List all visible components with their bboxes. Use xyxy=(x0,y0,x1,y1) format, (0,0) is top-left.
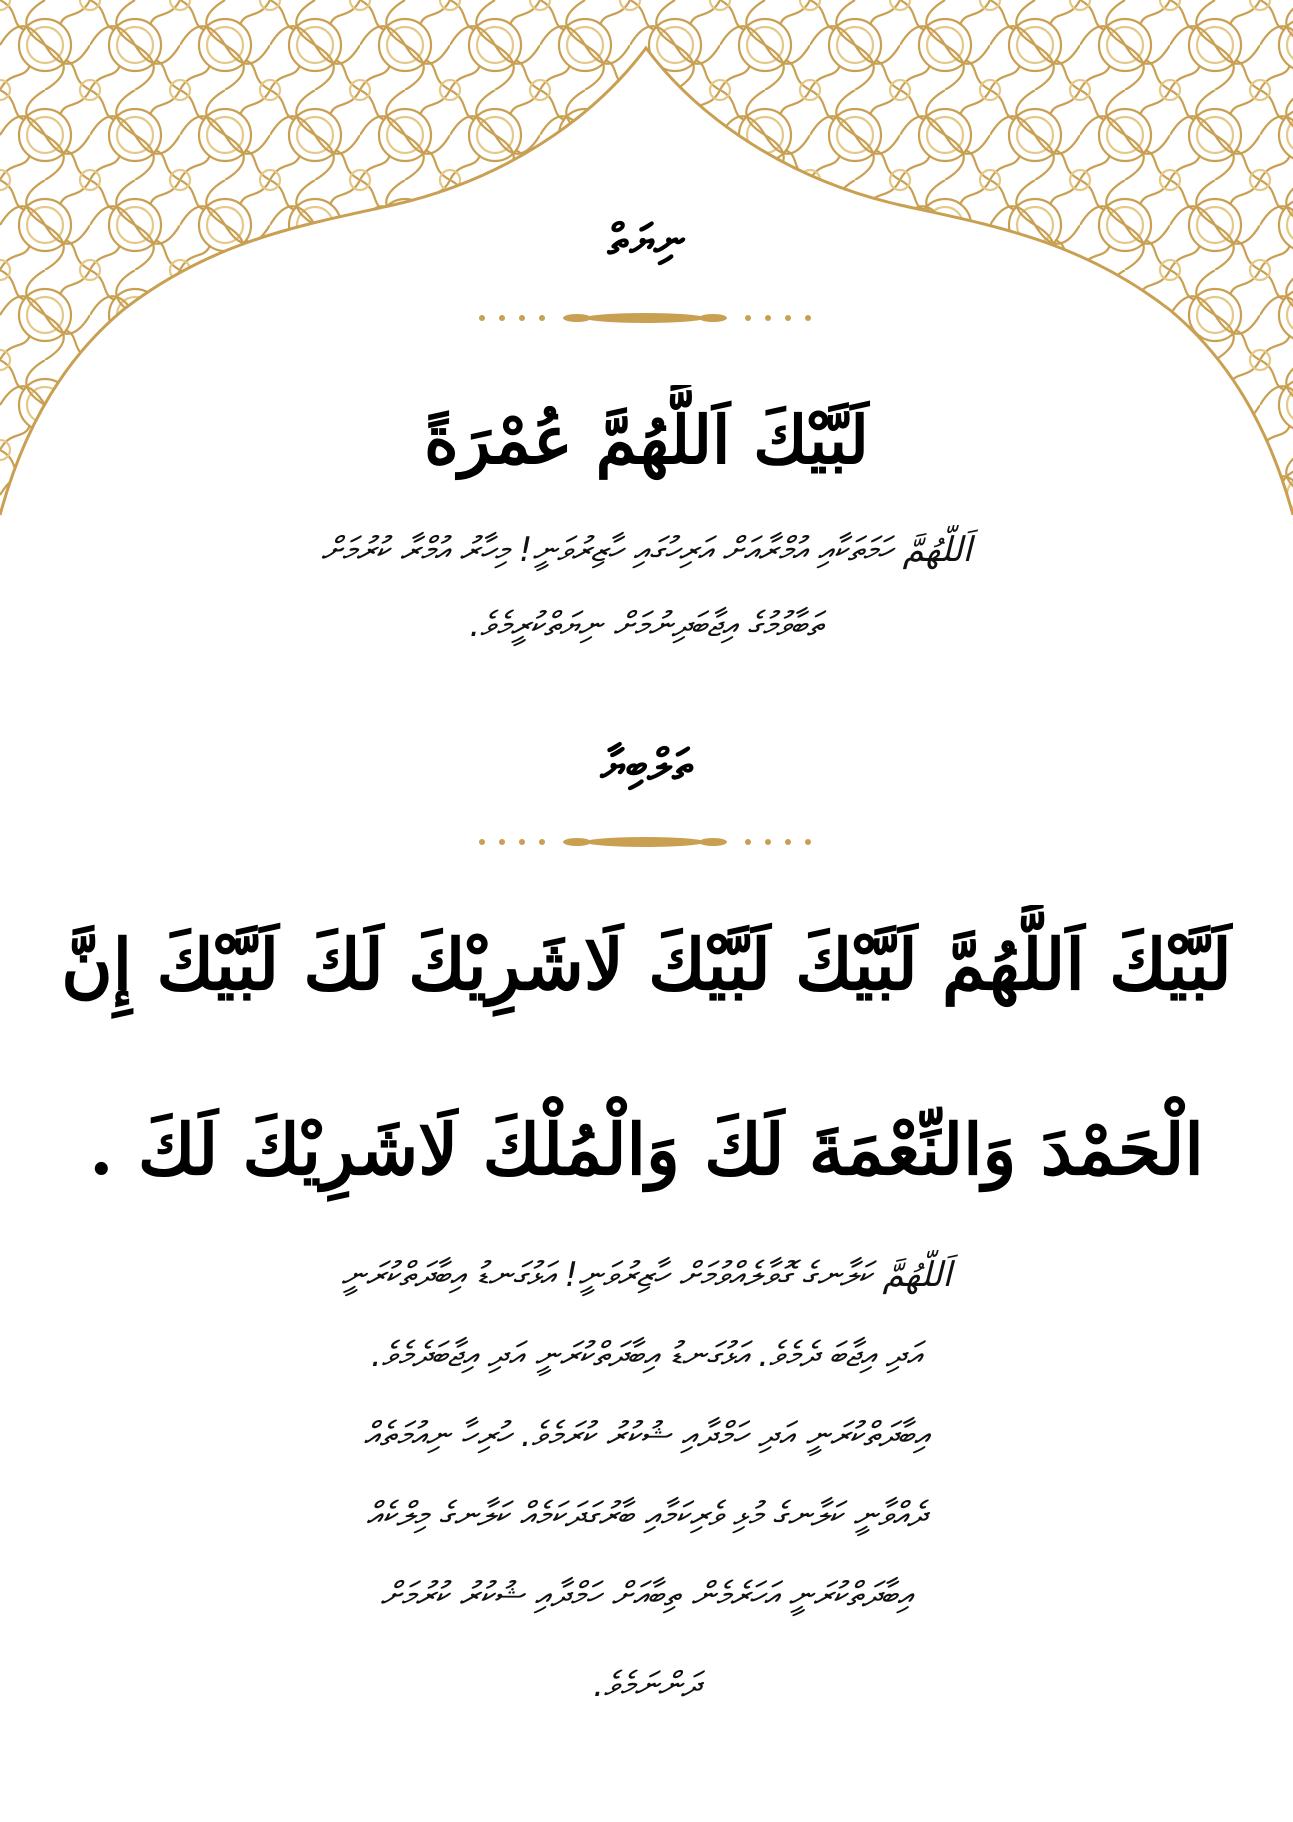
gold-divider xyxy=(362,832,928,852)
arabic-talbiya-line: الْحَمْدَ وَالنِّعْمَةَ لَكَ وَالْمُلْكَ لَاشَرِيْكَ لَكَ . xyxy=(89,1108,1204,1191)
translation-line: ދެއްވާނީ ކަލާނގެ މުޅި ވެރިކަމާއި ބާރުގަދަކަމެއް ކަލާނގެ މިލްކެއް xyxy=(366,1495,927,1535)
arabic-talbiya-line: لَبَّيْكَ اَللَّهُمَّ لَبَّيْكَ لَبَّيْكَ لَاشَرِيْكَ لَكَ لَبَّيْكَ إِنَّ xyxy=(61,923,1232,1006)
arabic-niyyat-text: لَبَّيْكَ اَللَّهُمَّ عُمْرَةً xyxy=(424,401,869,479)
section-title-niyyat: ނިޔަތް xyxy=(607,215,686,266)
translation-line: ދަންނަމެވެ. xyxy=(593,1665,700,1705)
translation-line: އިބާދަތްކުރަނީ އަދި ހަމްދާއި ޝުކުރު ކުރަމެވެ. ހުރިހާ ނިއުމަތެއް xyxy=(363,1415,930,1455)
translation-line: ތަބާވުމުގެ އިޖާބަދިނުމަށް ނިޔަތްކުރީމެވެ. xyxy=(469,605,824,645)
section-title-talbiya: ތަލްބިޔާ xyxy=(600,740,693,791)
translation-line: އިބާދަތްކުރަނީ އަހަރެމެން ތިބާއަށް ހަމްދާއި ޝުކުރު ކުރުމަށް xyxy=(380,1575,913,1615)
translation-line: اَللَّهُمَّ ކަލާނގެ ގޮވާލެއްވުމަށް ހާޒިރުވަނީ! އަޅުގަނޑު އިބާދަތްކުރަނީ xyxy=(341,1255,952,1295)
translation-line: اَللَّهُمَّ ހަމަތަކާއި އުމްރާއަށް އަރިހުގައި ހާޒިރުވަނީ! މިހާރު އުމްރާ ކުރުމަށް xyxy=(321,530,972,570)
gold-divider xyxy=(362,308,928,328)
translation-line: އަދި އިޖާބަ ދެމެވެ. އަޅުގަނޑު އިބާދަތްކުރަނީ އަދި އިޖާބަދެމެވެ. xyxy=(370,1335,923,1375)
